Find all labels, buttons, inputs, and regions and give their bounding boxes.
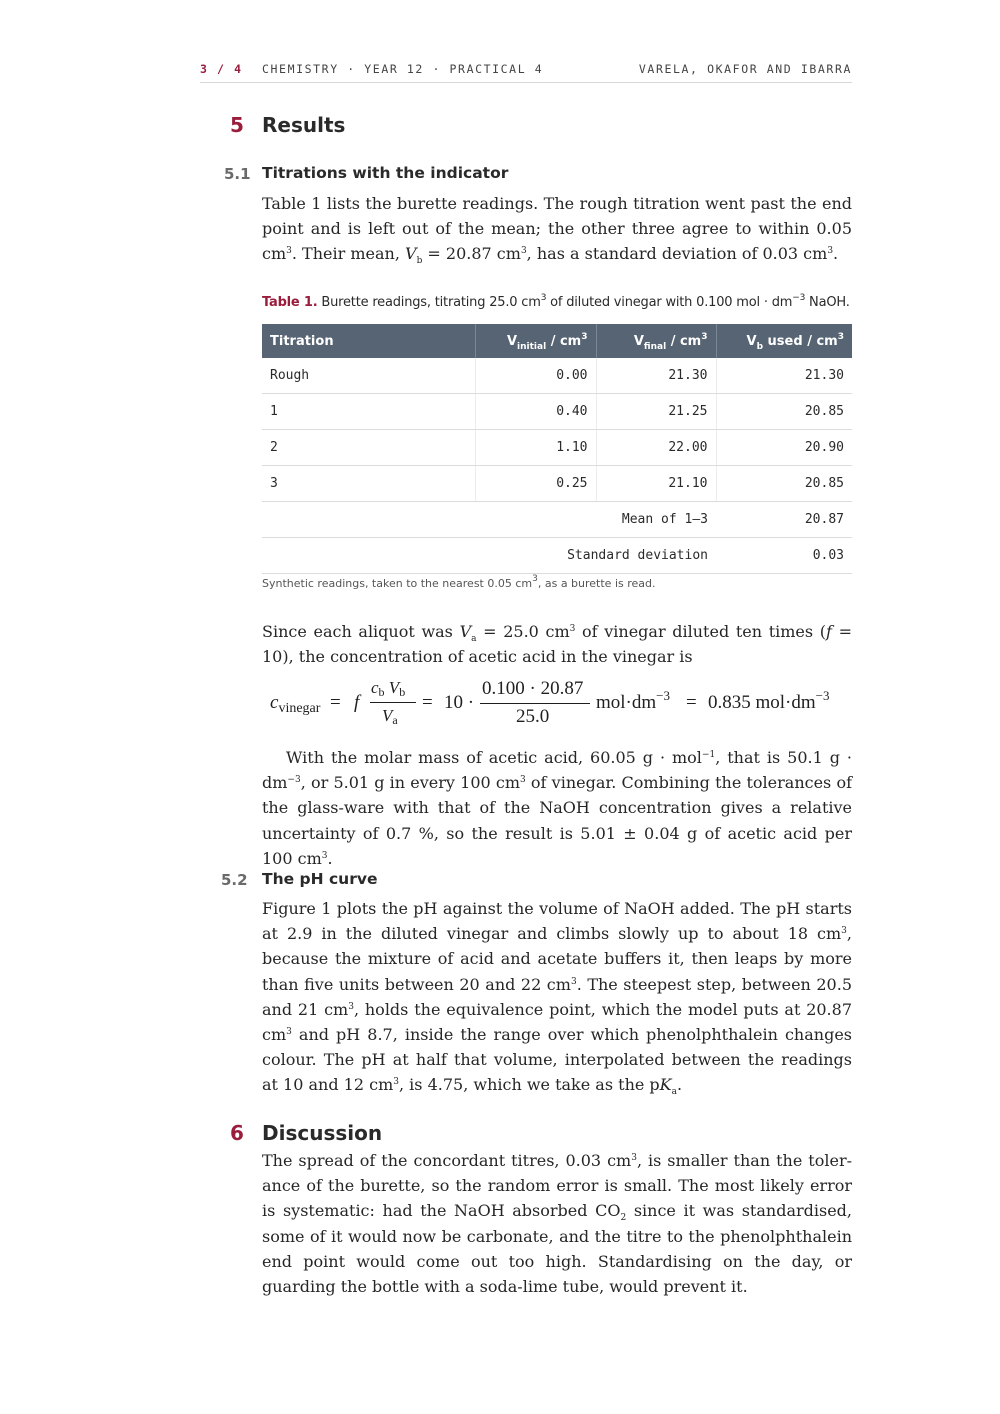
concentration-equation: $c_{vinegar}$ = f $c_b$ $V_b$ $V_a$ = 10 · 0.100 · 20.87 25.0 $mol\cdot dm^{-3}$ = 0.835 $mol\cdot dm^{-3}$ [270,678,830,727]
subsection-title-5-2: The pH curve [262,870,378,888]
header-titration: Titration [262,324,475,358]
burette-readings-table [262,324,852,574]
table-row [262,358,852,394]
table-row [262,394,852,430]
header-v-used: $V_b$ used / $cm^3$ [716,324,852,358]
mean-value: 20.87 [716,502,852,538]
eq-lhs: $c_{vinegar}$ [270,692,321,716]
cell-titration: 3 [262,466,475,502]
table-note: Synthetic readings, taken to the nearest 0.05 $cm^3$, as a burette is read. [262,574,656,590]
table-row [262,430,852,466]
table-row-mean [262,502,852,538]
paragraph-discussion: The spread of the concordant titres, 0.03 $cm^3$, is smaller than the toler-ance of the burette, so the random error is small. The most likely error is systematic: had the NaOH absorbed $CO_2$ since it was standardised, some of it would now be carbonate, and the titre to the phenolphthalein end point would come out too high. Standardising on the day, or guarding the bottle with a soda-lime tube, would prevent it. [262,1151,852,1297]
course-title: CHEMISTRY · YEAR 12 · PRACTICAL 4 [262,62,544,76]
section-title-discussion: Discussion [262,1121,383,1145]
header-v-final: $V_{final} / cm^3$ [596,324,716,358]
cell-titration: 1 [262,394,475,430]
cell-used: 21.30 [716,358,852,394]
cell-used: 20.85 [716,466,852,502]
mean-label: Mean of 1–3 [262,502,716,538]
table-row-sd [262,538,852,574]
subsection-title-5-1: Titrations with the indicator [262,164,509,182]
paragraph-burette-summary: Table 1 lists the burette readings. The rough titration went past the end point and is left out of the mean; the other three agree to within 0.05 $cm^3$. Their mean, $V_b = 20.87$ $cm^3$, has a standard deviation of 0.03 $cm^3$. [262,194,852,267]
cell-initial: 0.25 [475,466,596,502]
section-number-results: 5 [230,113,244,137]
page-number: 3 / 4 [200,62,243,76]
cell-final: 21.10 [596,466,716,502]
cell-final: 22.00 [596,430,716,466]
subsection-number-5-2: 5.2 [221,871,248,889]
sd-value: 0.03 [716,538,852,574]
running-header [200,62,852,83]
paragraph-molar-mass: With the molar mass of acetic acid, 60.05 g · mol$^{-1}$, that is 50.1 $g \cdot dm^{-3}$, or 5.01 g in every 100 $cm^3$ of vinegar. Combining the tolerances of the glass-ware with that of the NaOH concentration gives a relative uncertainty of 0.7 %, so the result is 5.01 ± 0.04 g of acetic acid per 100 $cm^3$. [262,748,853,868]
paragraph-aliquot: Since each aliquot was $V_a = 25.0$ $cm^3$ of vinegar diluted ten times (f = 10), the concentration of acetic acid in the vinegar is [262,622,853,667]
cell-used: 20.85 [716,394,852,430]
section-title-results: Results [262,113,346,137]
cell-initial: 0.40 [475,394,596,430]
table-row [262,466,852,502]
cell-initial: 1.10 [475,430,596,466]
cell-final: 21.25 [596,394,716,430]
cell-used: 20.90 [716,430,852,466]
section-number-discussion: 6 [230,1121,244,1145]
header-v-initial: $V_{initial} / cm^3$ [475,324,596,358]
paragraph-ph-curve: Figure 1 plots the pH against the volume of NaOH added. The pH starts at 2.9 in the diluted vinegar and climbs slowly up to about 18 $cm^3$, because the mixture of acid and acetate buffers it, then leaps by more than five units between 20 and 22 $cm^3$. The steepest step, between 20.5 and 21 $cm^3$, holds the equivalence point, which the model puts at 20.87 $cm^3$ and pH 8.7, inside the range over which phenolphthalein changes colour. The pH at half that volume, interpolated between the readings at 10 and 12 $cm^3$, is 4.75, which we take as the $pK_a$. [262,899,853,1098]
table-caption: Table 1. Burette readings, titrating 25.0 $cm^3$ of diluted vinegar with 0.100 mol · $dm^{-3}$ NaOH. [262,293,850,310]
subsection-number-5-1: 5.1 [224,165,251,183]
table-header-row [262,324,852,358]
cell-titration: Rough [262,358,475,394]
cell-final: 21.30 [596,358,716,394]
cell-initial: 0.00 [475,358,596,394]
sd-label: Standard deviation [262,538,716,574]
authors: VARELA, OKAFOR AND IBARRA [638,62,852,76]
cell-titration: 2 [262,430,475,466]
